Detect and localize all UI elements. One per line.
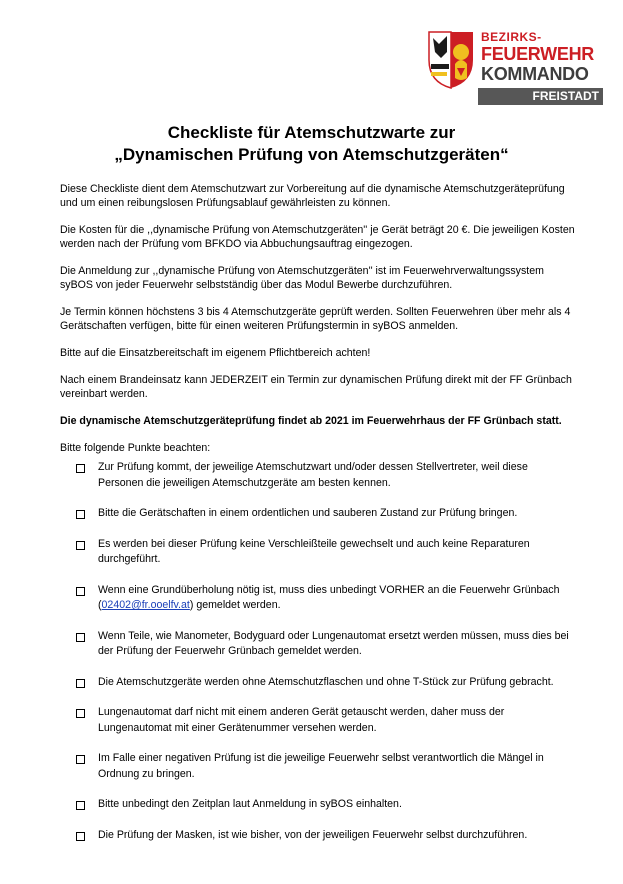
title-line-1: Checkliste für Atemschutzwarte zur: [167, 123, 456, 142]
email-link[interactable]: 02402@fr.ooelfv.at: [101, 599, 190, 611]
list-item: [76, 537, 576, 568]
list-item: [76, 828, 576, 844]
list-item-text: Zur Prüfung kommt, der jeweilige Atemschutzwart und/oder dessen Stellvertreter, weil diese Personen die jeweiligen Atemschutzgeräte am besten kennen.: [98, 461, 528, 489]
list-item-text: Die Atemschutzgeräte werden ohne Atemschutzflaschen und ohne T-Stück zur Prüfung gebracht.: [98, 675, 554, 688]
logo-line-kommando: KOMMANDO: [481, 64, 589, 84]
list-item-text: Die Prüfung der Masken, ist wie bisher, von der jeweiligen Feuerwehr selbst durchzuführen.: [98, 828, 528, 841]
list-item: [76, 506, 576, 522]
paragraph-after-fire: Nach einem Brandeinsatz kann JEDERZEIT ein Termin zur dynamischen Prüfung direkt mit der FF Grünbach vereinbart werden.: [60, 374, 572, 400]
list-item: [76, 797, 576, 813]
checkbox-icon: [76, 541, 85, 550]
paragraph-note: Bitte folgende Punkte beachten:: [60, 442, 211, 454]
document-title: [40, 122, 583, 166]
checkbox-icon: [76, 633, 85, 642]
logo-line-feuerwehr: FEUERWEHR: [481, 44, 594, 64]
checkbox-icon: [76, 755, 85, 764]
checkbox-icon: [76, 832, 85, 841]
list-item-text-pre: Wenn eine Grundüberholung nötig ist, muss dies unbedingt VORHER an die Feuerwehr Grünbach (: [98, 583, 560, 611]
list-item: [76, 460, 576, 491]
bfkdo-logo: [427, 30, 603, 108]
list-item-text: Im Falle einer negativen Prüfung ist die jeweilige Feuerwehr selbst verantwortlich die Mängel in Ordnung zu bringen.: [98, 752, 544, 780]
list-item-text-post: ) gemeldet werden.: [189, 599, 281, 611]
list-item-text: Es werden bei dieser Prüfung keine Verschleißteile gewechselt und auch keine Reparaturen durchgeführt.: [98, 537, 530, 565]
paragraph-limit: Je Termin können höchstens 3 bis 4 Atemschutzgeräte geprüft werden. Sollten Feuerwehren über mehr als 4 Gerätschaften verfügen, bitte für einen weiteren Prüfungstermin in syBOS anmelden.: [60, 306, 571, 332]
paragraph-location: Die dynamische Atemschutzgeräteprüfung findet ab 2021 im Feuerwehrhaus der FF Grünbach statt.: [60, 415, 562, 427]
checkbox-icon: [76, 464, 85, 473]
checkbox-icon: [76, 679, 85, 688]
list-item-text: Bitte die Gerätschaften in einem ordentlichen und sauberen Zustand zur Prüfung bringen.: [98, 507, 518, 519]
title-line-2: „Dynamischen Prüfung von Atemschutzgeräten“: [114, 145, 509, 164]
coat-of-arms-icon: [427, 30, 475, 90]
checkbox-icon: [76, 587, 85, 596]
checkbox-icon: [76, 510, 85, 519]
paragraph-purpose: Diese Checkliste dient dem Atemschutzwart zur Vorbereitung auf die dynamische Atemschutzgeräteprüfung und um einen reibungslosen Prüfungsablauf gewährleisten zu können.: [60, 183, 565, 209]
checkbox-icon: [76, 801, 85, 810]
list-item: [76, 751, 576, 782]
paragraph-readiness: Bitte auf die Einsatzbereitschaft im eigenem Pflichtbereich achten!: [60, 347, 371, 359]
list-item: [76, 675, 576, 691]
list-item-text: [98, 584, 560, 612]
checkbox-icon: [76, 709, 85, 718]
paragraph-costs: Die Kosten für die ,,dynamische Prüfung von Atemschutzgeräten'' je Gerät beträgt 20 €. Die jeweiligen Kosten werden nach der Prüfung vom BFKDO via Abbuchungsauftrag eingezogen.: [60, 224, 575, 250]
paragraph-registration: Die Anmeldung zur ,,dynamische Prüfung von Atemschutzgeräten'' ist im Feuerwehrverwaltungssystem syBOS von jeder Feuerwehr selbstständig über das Modul Bewerbe durchzuführen.: [60, 265, 544, 291]
list-item: [76, 629, 576, 660]
list-item: [76, 583, 576, 614]
list-item: [76, 705, 576, 736]
list-item-text: Lungenautomat darf nicht mit einem anderen Gerät getauscht werden, daher muss der Lungenautomat mit einer Gerätenummer versehen werden.: [98, 706, 505, 734]
logo-bar-freistadt: FREISTADT: [478, 88, 603, 105]
checklist: [76, 460, 576, 843]
list-item-text: Wenn Teile, wie Manometer, Bodyguard oder Lungenautomat ersetzt werden müssen, muss dies bei der Prüfung der Feuerwehr Grünbach gemeldet werden.: [98, 629, 569, 657]
logo-line-bezirks: BEZIRKS-: [481, 30, 542, 44]
intro-body: [60, 182, 575, 468]
list-item-text: Bitte unbedingt den Zeitplan laut Anmeldung in syBOS einhalten.: [98, 798, 402, 810]
